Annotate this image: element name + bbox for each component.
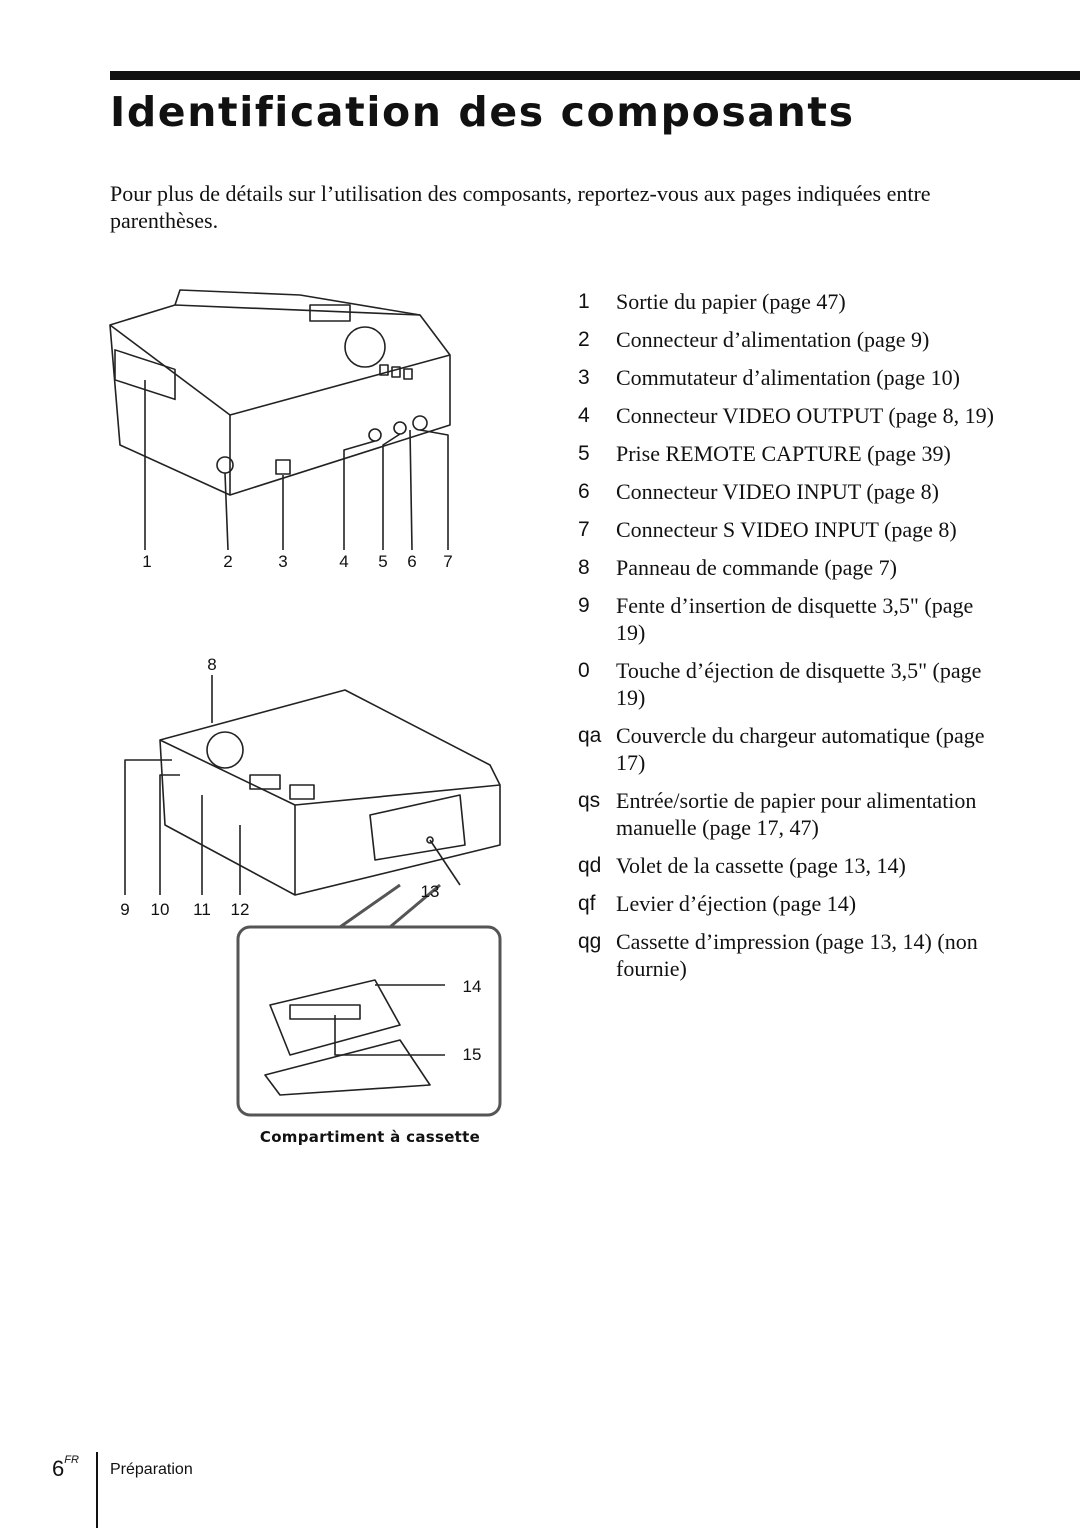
- item-text: Prise REMOTE CAPTURE (page 39): [616, 441, 951, 466]
- callout-9: 9: [120, 900, 130, 919]
- callout-5: 5: [378, 552, 388, 571]
- figure-caption: Compartiment à cassette: [259, 1128, 481, 1146]
- callout-6: 6: [407, 552, 417, 571]
- language-suffix: FR: [64, 1454, 79, 1466]
- item-number: 3: [578, 366, 590, 389]
- callout-12: 12: [230, 900, 250, 919]
- callout-10: 10: [150, 900, 170, 919]
- printer-illustration: [100, 285, 520, 1125]
- list-item: [578, 326, 998, 353]
- item-text: Touche d’éjection de disquette 3,5" (page 19): [616, 658, 982, 710]
- list-item: [578, 516, 998, 543]
- list-item: [578, 402, 998, 429]
- callout-13: 13: [420, 882, 440, 901]
- item-text: Cassette d’impression (page 13, 14) (non fournie): [616, 929, 978, 981]
- list-item: [578, 852, 998, 879]
- list-item: [578, 478, 998, 505]
- item-text: Levier d’éjection (page 14): [616, 891, 857, 916]
- item-number: qf: [578, 892, 596, 915]
- parts-list: [578, 288, 998, 993]
- item-number: qg: [578, 930, 602, 953]
- callout-15: 15: [462, 1045, 482, 1064]
- list-item: [578, 288, 998, 315]
- item-number: 9: [578, 594, 590, 617]
- callout-8: 8: [207, 655, 217, 674]
- item-number: 7: [578, 518, 590, 541]
- callout-14: 14: [462, 977, 482, 996]
- list-item: [578, 364, 998, 391]
- item-number: qa: [578, 724, 602, 747]
- item-number: 4: [578, 404, 590, 427]
- item-text: Sortie du papier (page 47): [616, 289, 846, 314]
- callout-2: 2: [223, 552, 233, 571]
- item-text: Connecteur d’alimentation (page 9): [616, 327, 930, 352]
- page-number-value: 6: [52, 1456, 65, 1481]
- item-text: Connecteur VIDEO OUTPUT (page 8, 19): [616, 403, 994, 428]
- callout-3: 3: [278, 552, 288, 571]
- list-item: [578, 440, 998, 467]
- list-item: [578, 657, 998, 711]
- item-text: Panneau de commande (page 7): [616, 555, 897, 580]
- list-item: [578, 722, 998, 776]
- item-number: 5: [578, 442, 590, 465]
- item-text: Connecteur VIDEO INPUT (page 8): [616, 479, 939, 504]
- footer-divider: [96, 1452, 98, 1528]
- page-number: [52, 1456, 79, 1482]
- list-item: [578, 787, 998, 841]
- item-number: qs: [578, 789, 601, 812]
- item-text: Commutateur d’alimentation (page 10): [616, 365, 960, 390]
- item-text: Fente d’insertion de disquette 3,5" (page 19): [616, 593, 974, 645]
- callout-11: 11: [193, 900, 211, 919]
- item-number: 1: [578, 290, 590, 313]
- callout-1: 1: [142, 552, 152, 571]
- callout-4: 4: [339, 552, 349, 571]
- callout-7: 7: [443, 552, 453, 571]
- section-name: Préparation: [110, 1461, 193, 1478]
- title-rule: [110, 71, 1080, 80]
- list-item: [578, 890, 998, 917]
- list-item: [578, 928, 998, 982]
- item-text: Entrée/sortie de papier pour alimentation manuelle (page 17, 47): [616, 788, 977, 840]
- list-item: [578, 592, 998, 646]
- item-number: 8: [578, 556, 590, 579]
- item-text: Couvercle du chargeur automatique (page 17): [616, 723, 985, 775]
- intro-paragraph: Pour plus de détails sur l’utilisation des composants, reportez-vous aux pages indiquées entre parenthèses.: [110, 181, 931, 233]
- item-number: 6: [578, 480, 590, 503]
- item-text: Volet de la cassette (page 13, 14): [616, 853, 906, 878]
- item-number: 2: [578, 328, 590, 351]
- item-text: Connecteur S VIDEO INPUT (page 8): [616, 517, 957, 542]
- page-title: Identification des composants: [110, 88, 855, 136]
- item-number: qd: [578, 854, 602, 877]
- list-item: [578, 554, 998, 581]
- item-number: 0: [578, 659, 590, 682]
